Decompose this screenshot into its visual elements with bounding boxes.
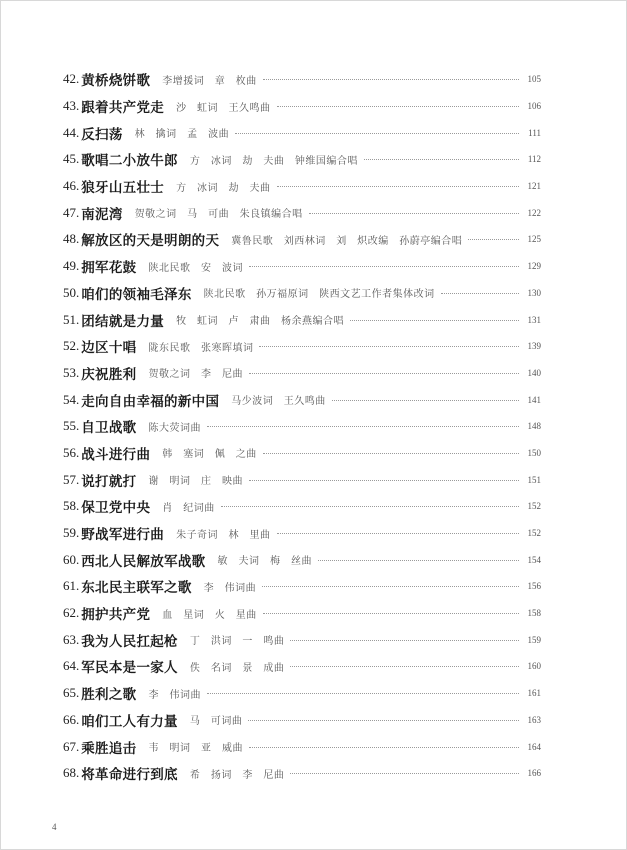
song-title: 说打就打 [81, 473, 137, 490]
page-number: 161 [527, 688, 541, 699]
dot-leader [277, 105, 519, 107]
page-number: 121 [527, 181, 541, 192]
song-title: 自卫战歌 [81, 420, 137, 437]
entry-number: 63. [63, 631, 80, 647]
entry-number: 56. [63, 444, 80, 460]
toc-entry[interactable] [63, 733, 541, 760]
song-credits: 沙 虹词 王久鸣曲 [176, 102, 271, 114]
song-credits: 陈大荧词曲 [148, 422, 201, 434]
song-title: 庆祝胜利 [81, 366, 137, 383]
dot-leader [290, 639, 519, 641]
song-credits: 朱子奇词 林 里曲 [176, 529, 271, 541]
toc-entry[interactable] [63, 306, 541, 333]
song-credits: 牧 虹词 卢 肃曲 杨余燕编合唱 [176, 316, 345, 328]
dot-leader [318, 559, 519, 561]
page-number: 139 [527, 341, 541, 352]
song-credits: 方 冰词 劫 夫曲 钟维国编合唱 [189, 155, 358, 167]
entry-number: 42. [63, 71, 80, 87]
page-number: 129 [527, 261, 541, 272]
page-number: 160 [527, 661, 541, 672]
dot-leader [263, 78, 519, 80]
song-credits: 李 伟词曲 [148, 689, 201, 701]
song-title: 咱们工人有力量 [81, 713, 178, 730]
page-number: 164 [527, 741, 541, 752]
song-credits: 马 可词曲 [189, 716, 243, 728]
toc-entry[interactable] [63, 466, 541, 493]
song-title: 西北人民解放军战歌 [81, 553, 206, 570]
song-title: 野战军进行曲 [81, 527, 165, 544]
dot-leader [221, 505, 519, 507]
dot-leader [364, 158, 519, 160]
toc-entry[interactable] [63, 760, 541, 787]
song-title: 胜利之歌 [81, 687, 137, 704]
page-number: 106 [527, 101, 541, 112]
toc-entry[interactable] [63, 93, 541, 120]
page-number: 154 [527, 554, 541, 565]
song-credits: 陕北民歌 安 波词 [148, 262, 243, 274]
song-title: 东北民主联军之歌 [81, 580, 192, 597]
page-number: 125 [527, 234, 541, 245]
song-credits: 谢 明词 庄 映曲 [148, 476, 243, 488]
dot-leader [259, 345, 519, 347]
song-credits: 丁 洪词 一 鸣曲 [189, 636, 285, 648]
entry-number: 53. [63, 364, 80, 380]
dot-leader [249, 746, 519, 748]
entry-number: 68. [63, 765, 80, 781]
song-title: 乘胜追击 [81, 740, 137, 757]
song-title: 咱们的领袖毛泽东 [81, 286, 192, 303]
song-title: 边区十唱 [81, 340, 137, 357]
toc-entry[interactable] [63, 146, 541, 173]
song-title: 跟着共产党走 [81, 100, 165, 117]
dot-leader [248, 719, 519, 721]
page-number: 152 [527, 501, 541, 512]
toc-entry[interactable] [63, 546, 541, 573]
page-number: 163 [527, 714, 541, 725]
toc-entry[interactable] [63, 173, 541, 200]
dot-leader [309, 212, 519, 214]
entry-number: 43. [63, 98, 80, 114]
dot-leader [332, 399, 519, 401]
toc-entry[interactable] [63, 199, 541, 226]
toc-entry[interactable] [63, 119, 541, 146]
song-title: 团结就是力量 [81, 313, 165, 330]
page-number: 158 [527, 608, 541, 619]
entry-number: 55. [63, 418, 80, 434]
dot-leader [207, 425, 519, 427]
song-credits: 肖 纪词曲 [162, 502, 215, 514]
toc-entry[interactable] [63, 680, 541, 707]
dot-leader [290, 665, 519, 667]
page-number: 152 [527, 528, 541, 539]
page-number: 130 [527, 287, 541, 298]
song-credits: 韦 明词 亚 威曲 [148, 743, 243, 755]
song-credits: 陇东民歌 张寒晖填词 [148, 342, 254, 354]
entry-number: 50. [63, 284, 80, 300]
entry-number: 67. [63, 738, 80, 754]
song-title: 拥护共产党 [81, 607, 151, 624]
dot-leader [249, 265, 519, 267]
page-number: 159 [527, 634, 541, 645]
dot-leader [468, 238, 519, 240]
song-title: 黄桥烧饼歌 [81, 73, 151, 90]
page-number: 166 [527, 768, 541, 779]
entry-number: 47. [63, 204, 80, 220]
entry-number: 62. [63, 605, 80, 621]
song-title: 走向自由幸福的新中国 [81, 393, 220, 410]
entry-number: 64. [63, 658, 80, 674]
toc-entry[interactable] [63, 520, 541, 547]
toc-entry[interactable] [63, 386, 541, 413]
song-credits: 李增援词 章 枚曲 [162, 75, 257, 87]
entry-number: 54. [63, 391, 80, 407]
song-credits: 希 扬词 李 尼曲 [189, 769, 285, 781]
entry-number: 57. [63, 471, 80, 487]
page-number: 112 [527, 154, 541, 165]
dot-leader [235, 132, 519, 134]
toc-entry[interactable] [63, 573, 541, 600]
dot-leader [207, 692, 519, 694]
table-of-contents [63, 66, 541, 787]
toc-entry[interactable] [63, 440, 541, 467]
toc-entry[interactable] [63, 280, 541, 307]
toc-entry[interactable] [63, 413, 541, 440]
entry-number: 51. [63, 311, 80, 327]
song-title: 解放区的天是明朗的天 [81, 233, 220, 250]
song-credits: 陕北民歌 孙万福原词 陕西文艺工作者集体改词 [203, 289, 435, 301]
song-title: 我为人民扛起枪 [81, 633, 178, 650]
entry-number: 52. [63, 338, 80, 354]
dot-leader [277, 185, 519, 187]
entry-number: 48. [63, 231, 80, 247]
dot-leader [262, 585, 519, 587]
toc-entry[interactable] [63, 66, 541, 93]
toc-entry[interactable] [63, 253, 541, 280]
page-folio: 4 [52, 822, 57, 832]
dot-leader [249, 479, 519, 481]
dot-leader [263, 452, 519, 454]
dot-leader [249, 372, 519, 374]
toc-entry[interactable] [63, 360, 541, 387]
entry-number: 61. [63, 578, 80, 594]
song-credits: 林 擒词 孟 波曲 [134, 129, 230, 141]
song-title: 狼牙山五壮士 [81, 180, 165, 197]
page-number: 151 [527, 474, 541, 485]
song-title: 将革命进行到底 [81, 767, 178, 784]
toc-entry[interactable] [63, 226, 541, 253]
entry-number: 66. [63, 711, 80, 727]
song-title: 战斗进行曲 [81, 446, 151, 463]
entry-number: 60. [63, 551, 80, 567]
dot-leader [277, 532, 519, 534]
entry-number: 58. [63, 498, 80, 514]
toc-entry[interactable] [63, 707, 541, 734]
song-title: 保卫党中央 [81, 500, 151, 517]
song-credits: 冀鲁民歌 刘西林词 刘 炽改编 孙蔚亭编合唱 [231, 235, 463, 247]
page-number: 111 [528, 127, 541, 138]
song-credits: 贺敬之词 马 可曲 朱良镇编合唱 [134, 209, 303, 221]
toc-entry[interactable] [63, 493, 541, 520]
toc-entry[interactable] [63, 600, 541, 627]
song-title: 歌唱二小放牛郎 [81, 153, 178, 170]
song-credits: 李 伟词曲 [203, 582, 257, 594]
song-title: 反扫荡 [81, 126, 123, 143]
page-number: 156 [527, 581, 541, 592]
page-number: 131 [527, 314, 541, 325]
entry-number: 65. [63, 685, 80, 701]
dot-leader [263, 612, 519, 614]
entry-number: 45. [63, 151, 80, 167]
toc-entry[interactable] [63, 626, 541, 653]
dot-leader [290, 772, 519, 774]
song-credits: 佚 名词 景 成曲 [189, 662, 285, 674]
song-credits: 韩 塞词 佩 之曲 [162, 449, 257, 461]
song-credits: 血 星词 火 星曲 [162, 609, 257, 621]
toc-entry[interactable] [63, 653, 541, 680]
page-number: 148 [527, 421, 541, 432]
song-title: 拥军花鼓 [81, 260, 137, 277]
page-number: 122 [527, 207, 541, 218]
song-credits: 方 冰词 劫 夫曲 [176, 182, 271, 194]
song-credits: 马少波词 王久鸣曲 [231, 396, 326, 408]
page-number: 150 [527, 447, 541, 458]
dot-leader [441, 292, 519, 294]
song-title: 军民本是一家人 [81, 660, 178, 677]
page-number: 105 [527, 74, 541, 85]
entry-number: 59. [63, 525, 80, 541]
song-title: 南泥湾 [81, 206, 123, 223]
dot-leader [350, 319, 519, 321]
song-credits: 贺敬之词 李 尼曲 [148, 369, 243, 381]
toc-entry[interactable] [63, 333, 541, 360]
page-number: 140 [527, 367, 541, 378]
song-credits: 敏 夫词 梅 丝曲 [217, 556, 312, 568]
entry-number: 44. [63, 124, 80, 140]
page-number: 141 [527, 394, 541, 405]
entry-number: 46. [63, 178, 80, 194]
entry-number: 49. [63, 258, 80, 274]
